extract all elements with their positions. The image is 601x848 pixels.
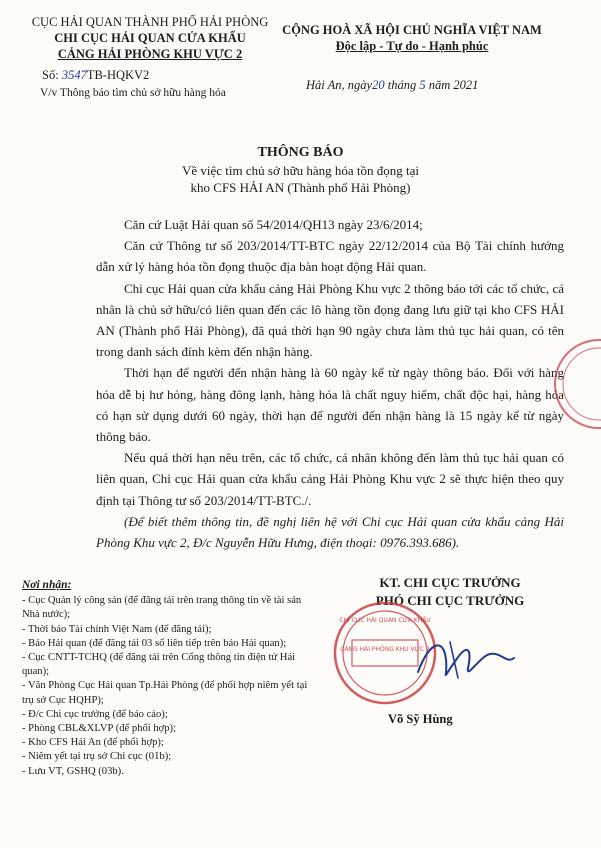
recipient-item: - Báo Hải quan (để đăng tải 03 số liên tiếp trên báo Hải quan); xyxy=(22,637,287,649)
title-line-2: kho CFS HẢI AN (Thành phố Hải Phòng) xyxy=(190,180,411,195)
recipient-item: - Cục CNTT-TCHQ (để đăng tải trên Cổng thông tin điện tử Hải quan); xyxy=(22,652,296,678)
title-heading: THÔNG BÁO xyxy=(257,145,344,160)
motto-line-2: Độc lập - Tự do - Hạnh phúc xyxy=(335,39,489,53)
body-paragraph: Chi cục Hải quan cửa khẩu cảng Hải Phòng Khu vực 2 thông báo tới các tổ chức, cá nhân là chủ sở hữu/có liên quan đến các lô hàng tồn đọng đang lưu giữ tại kho CFS HẢI AN (Thành phố Hải Phòng), đã quá thời hạn 90 ngày chưa làm thủ tục hải quan, có tên trong danh sách đính kèm đến nhận hàng. xyxy=(96,280,564,360)
document-body xyxy=(96,214,564,553)
recipients-heading: Nơi nhận: xyxy=(22,579,72,591)
contact-paragraph: (Để biết thêm thông tin, đề nghị liên hệ với Chi cục Hải quan cửa khẩu cảng Hải Phòng Khu vực 2, Đ/c Nguyễn Hữu Hưng, điện thoại: 0976.393.686). xyxy=(96,513,564,551)
body-paragraph: Căn cứ Thông tư số 203/2014/TT-BTC ngày 22/12/2014 của Bộ Tài chính hướng dẫn xử lý hàng hóa tồn đọng thuộc địa bàn hoạt động Hải quan. xyxy=(96,238,564,275)
number-suffix: TB-HQKV2 xyxy=(86,68,150,82)
body-paragraph: Nếu quá thời hạn nêu trên, các tổ chức, cá nhân không đến làm thủ tục hải quan có liên quan, Chi cục Hải quan cửa khẩu cảng Hải Phòng Khu vực 2 sẽ thực hiện theo quy định tại Thông tư số 203/2014/TT-BTC./. xyxy=(96,450,564,508)
agency-line-2: CHI CỤC HẢI QUAN CỬA KHẨU xyxy=(54,31,246,45)
document-title xyxy=(0,144,601,196)
signer-name: Võ Sỹ Hùng xyxy=(388,712,453,726)
date-suffix: năm 2021 xyxy=(425,78,479,92)
edge-seal xyxy=(551,334,601,434)
recipient-item: - Đ/c Chi cục trưởng (để báo cáo); xyxy=(22,708,168,720)
document-subject: V/v Thông báo tìm chủ sở hữu hàng hóa xyxy=(40,87,226,99)
recipient-item: - Niêm yết tại trụ sở Chi cục (01b); xyxy=(22,751,172,763)
number-label: Số: xyxy=(42,68,62,82)
agency-line-3: CẢNG HẢI PHÒNG KHU VỰC 2 xyxy=(57,47,243,61)
agency-line-1: CỤC HẢI QUAN THÀNH PHỐ HẢI PHÒNG xyxy=(31,15,269,29)
motto-line-1: CỘNG HOÀ XÃ HỘI CHỦ NGHĨA VIỆT NAM xyxy=(282,23,542,37)
recipient-item: - Lưu VT, GSHQ (03b). xyxy=(22,765,124,777)
seal-center-text: CẢNG HẢI PHÒNG KHU VỰC 2 xyxy=(340,646,430,653)
national-motto xyxy=(262,22,562,54)
date-day: 20 xyxy=(372,78,385,92)
signature-title-2: PHÓ CHI CỤC TRƯỞNG xyxy=(375,593,525,608)
body-paragraph: Căn cứ Luật Hải quan số 54/2014/QH13 ngày 23/6/2014; xyxy=(124,217,423,232)
recipient-item: - Kho CFS Hải An (để phối hợp); xyxy=(22,737,164,749)
recipient-item: - Thời báo Tài chính Việt Nam (để đăng tải); xyxy=(22,623,212,635)
issuing-agency xyxy=(0,14,300,62)
signature-title-1: KT. CHI CỤC TRƯỞNG xyxy=(379,575,521,590)
recipient-item: - Cục Quản lý công sản (để đăng tải trên trang thông tin về tài sản Nhà nước); xyxy=(22,595,302,621)
date-mid: tháng xyxy=(384,78,420,92)
document-date xyxy=(306,78,478,93)
seal-top-text: CHI CỤC HẢI QUAN CỬA KHẨU xyxy=(339,617,431,624)
recipient-item: - Văn Phòng Cục Hải quan Tp.Hải Phòng (để phối hợp niêm yết tại trụ sở Cục HQHP); xyxy=(22,680,308,706)
title-line-1: Về việc tìm chủ sở hữu hàng hóa tồn đọng tại xyxy=(181,163,420,178)
number-handwritten: 3547 xyxy=(61,68,87,82)
handwritten-signature xyxy=(410,620,520,690)
date-month: 5 xyxy=(419,78,426,92)
date-prefix: Hải An, ngày xyxy=(306,78,373,92)
document-number xyxy=(42,68,149,83)
recipient-item: - Phòng CBL&XLVP (để phối hợp); xyxy=(22,723,177,735)
recipients-list xyxy=(22,578,312,779)
body-paragraph: Thời hạn để người đến nhận hàng là 60 ngày kể từ ngày thông báo. Đối với hàng hóa dễ bị hư hỏng, hàng đông lạnh, hàng hóa là chất nguy hiểm, chất độc hại, hàng hóa có hạn sử dụng dưới 60 ngày, thời hạn để người đến nhận hàng là 15 ngày kể từ ngày thông báo. xyxy=(96,365,564,445)
